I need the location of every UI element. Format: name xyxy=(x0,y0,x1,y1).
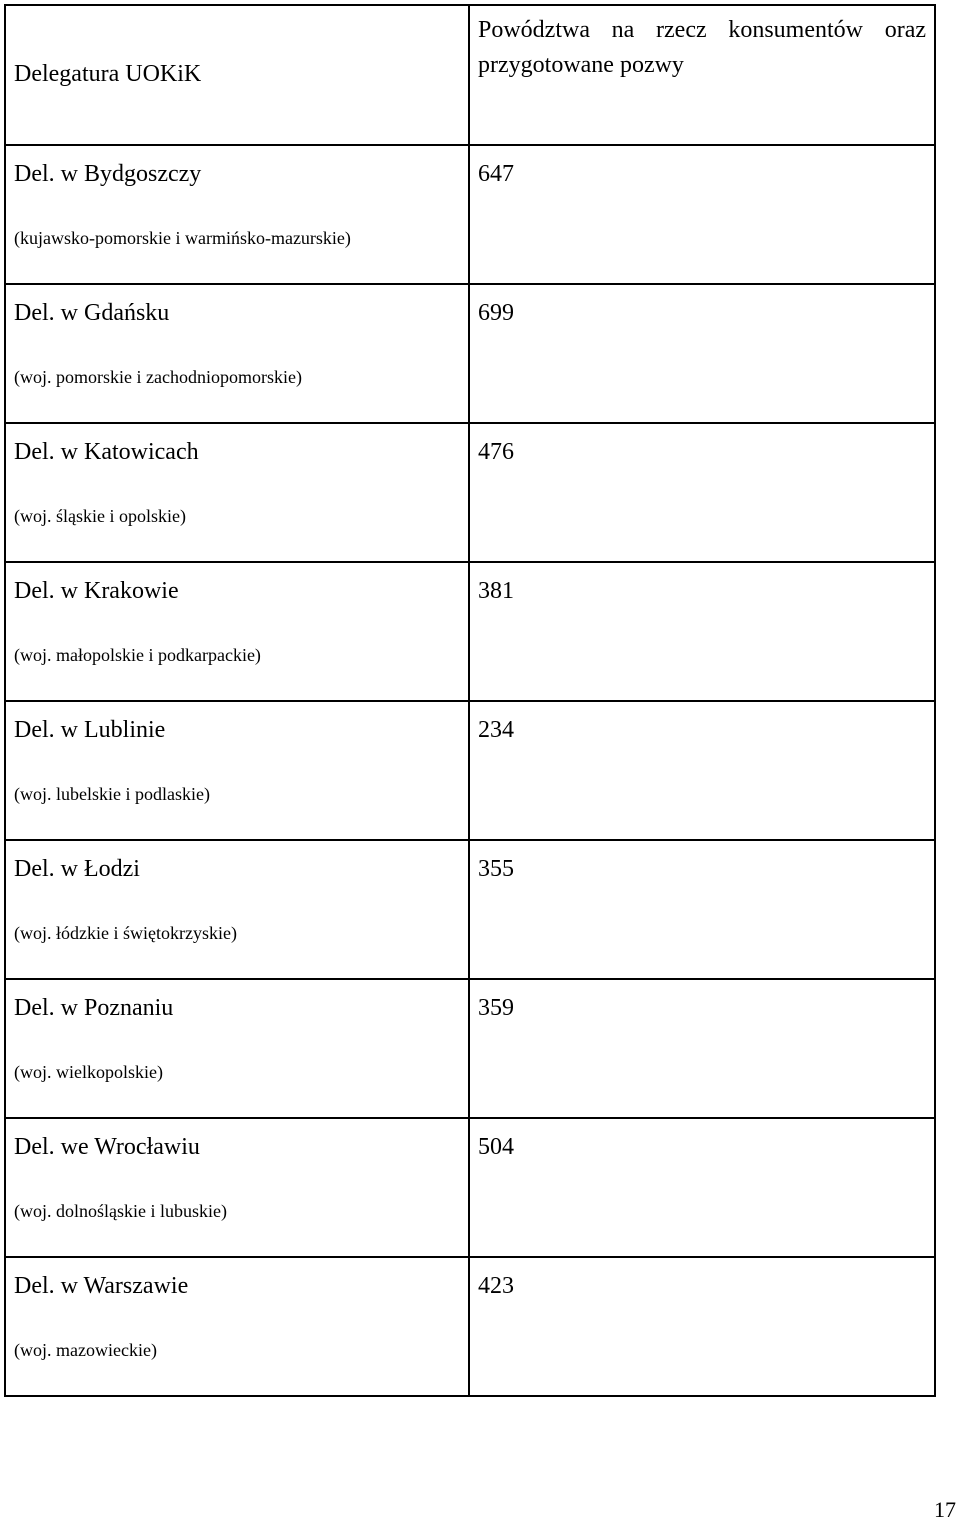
count-cell xyxy=(469,1118,935,1257)
header-branch-cell xyxy=(5,5,469,145)
count-cell xyxy=(469,840,935,979)
branch-name: Del. w Krakowie xyxy=(14,578,179,604)
count-cell xyxy=(469,979,935,1118)
region-text: (woj. pomorskie i zachodniopomorskie) xyxy=(14,367,302,387)
table-row xyxy=(5,840,935,979)
count-cell xyxy=(469,145,935,284)
page-number: 17 xyxy=(934,1497,956,1522)
table-row xyxy=(5,1257,935,1396)
region-text: (woj. mazowieckie) xyxy=(14,1340,157,1360)
lawsuit-count: 381 xyxy=(478,578,514,604)
branch-cell xyxy=(5,423,469,562)
branch-name: Del. w Poznaniu xyxy=(14,995,174,1021)
lawsuit-count: 647 xyxy=(478,161,514,187)
region-text: (woj. dolnośląskie i lubuskie) xyxy=(14,1201,227,1221)
branch-name: Del. w Katowicach xyxy=(14,439,199,465)
lawsuit-count: 476 xyxy=(478,439,514,465)
branch-name: Del. w Łodzi xyxy=(14,856,140,882)
lawsuit-count: 355 xyxy=(478,856,514,882)
branch-cell xyxy=(5,1257,469,1396)
region-text: (woj. małopolskie i podkarpackie) xyxy=(14,645,261,665)
count-cell xyxy=(469,701,935,840)
table-row xyxy=(5,701,935,840)
branch-name: Del. w Gdańsku xyxy=(14,300,170,326)
branch-cell xyxy=(5,562,469,701)
region-text: (woj. wielkopolskie) xyxy=(14,1062,163,1082)
branch-name: Del. w Warszawie xyxy=(14,1273,189,1299)
region-text: (woj. śląskie i opolskie) xyxy=(14,506,186,526)
branch-cell xyxy=(5,145,469,284)
header-count-label: Powództwa na rzecz konsumentów oraz przygotowane pozwy xyxy=(478,17,926,78)
lawsuit-count: 699 xyxy=(478,300,514,326)
branch-cell xyxy=(5,701,469,840)
table-row xyxy=(5,145,935,284)
lawsuit-count: 423 xyxy=(478,1273,514,1299)
branch-name: Del. w Lublinie xyxy=(14,717,166,743)
branch-cell xyxy=(5,1118,469,1257)
count-cell xyxy=(469,423,935,562)
lawsuit-count: 504 xyxy=(478,1134,514,1160)
count-cell xyxy=(469,1257,935,1396)
region-text: (kujawsko-pomorskie i warmińsko-mazurskie) xyxy=(14,228,351,248)
table-row xyxy=(5,423,935,562)
region-text: (woj. lubelskie i podlaskie) xyxy=(14,784,210,804)
table-row xyxy=(5,562,935,701)
lawsuit-count: 359 xyxy=(478,995,514,1021)
count-cell xyxy=(469,562,935,701)
header-branch-label: Delegatura UOKiK xyxy=(14,61,202,87)
branch-name: Del. w Bydgoszczy xyxy=(14,161,202,187)
table-row xyxy=(5,1118,935,1257)
lawsuit-count: 234 xyxy=(478,717,514,743)
region-text: (woj. łódzkie i świętokrzyskie) xyxy=(14,923,237,943)
branch-name: Del. we Wrocławiu xyxy=(14,1134,200,1160)
branch-cell xyxy=(5,840,469,979)
table-header-row xyxy=(5,5,935,145)
delegations-table xyxy=(4,4,936,1397)
branch-cell xyxy=(5,979,469,1118)
table-row xyxy=(5,979,935,1118)
header-count-cell xyxy=(469,5,935,145)
branch-cell xyxy=(5,284,469,423)
table-row xyxy=(5,284,935,423)
count-cell xyxy=(469,284,935,423)
